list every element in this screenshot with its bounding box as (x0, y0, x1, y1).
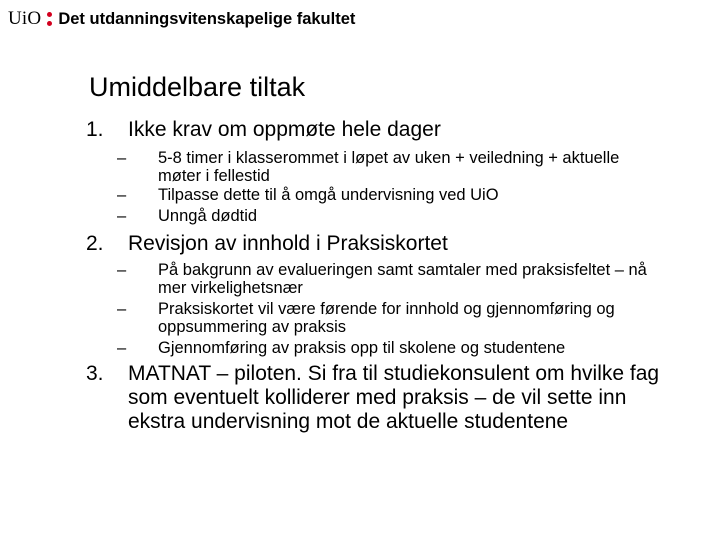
item-number: 1. (86, 118, 104, 141)
sub-item-text: 5-8 timer i klasserommet i løpet av uken + veiledning + aktuelle møter i fellestid (158, 149, 620, 185)
logo-colon-icon (47, 9, 52, 29)
dash-marker: – (117, 339, 127, 357)
slide-content (0, 118, 720, 434)
item-number: 2. (86, 232, 104, 255)
sub-item-text: Praksiskortet vil være førende for innhold og gjennomføring og oppsummering av praksis (158, 300, 615, 336)
header (8, 6, 355, 32)
list-item-3 (86, 362, 688, 434)
list-item-1 (86, 118, 686, 142)
sub-item (117, 261, 658, 297)
uio-logo[interactable]: UiO (8, 8, 42, 29)
faculty-name: Det utdanningsvitenskapelige fakultet (58, 9, 356, 28)
sub-item-text: Gjennomføring av praksis opp til skolene og studentene (158, 339, 566, 357)
slide-title: Umiddelbare tiltak (89, 72, 306, 102)
item-text: Ikke krav om oppmøte hele dager (128, 118, 441, 141)
dash-marker: – (117, 149, 127, 167)
dash-marker: – (117, 186, 127, 204)
list-item-2 (86, 232, 686, 256)
sub-item-text: Unngå dødtid (158, 206, 258, 225)
item-text: Revisjon av innhold i Praksiskortet (128, 232, 448, 255)
dash-marker: – (117, 261, 127, 279)
sub-item (117, 300, 658, 336)
sub-item (117, 149, 658, 185)
sub-item-text: På bakgrunn av evalueringen samt samtaler med praksisfeltet – nå mer virkelighetsnær (158, 261, 647, 297)
sub-item-text: Tilpasse dette til å omgå undervisning ved UiO (158, 186, 499, 204)
sub-item (117, 186, 658, 205)
dash-marker: – (117, 206, 127, 225)
item-number: 3. (86, 361, 104, 385)
sub-item (117, 206, 658, 226)
sub-item (117, 339, 658, 358)
item-text: MATNAT – piloten. Si fra til studiekonsulent om hvilke fag som eventuelt kolliderer med praksis – de vil sette inn ekstra undervisning mot de aktuelle studentene (128, 361, 660, 433)
dash-marker: – (117, 300, 127, 318)
